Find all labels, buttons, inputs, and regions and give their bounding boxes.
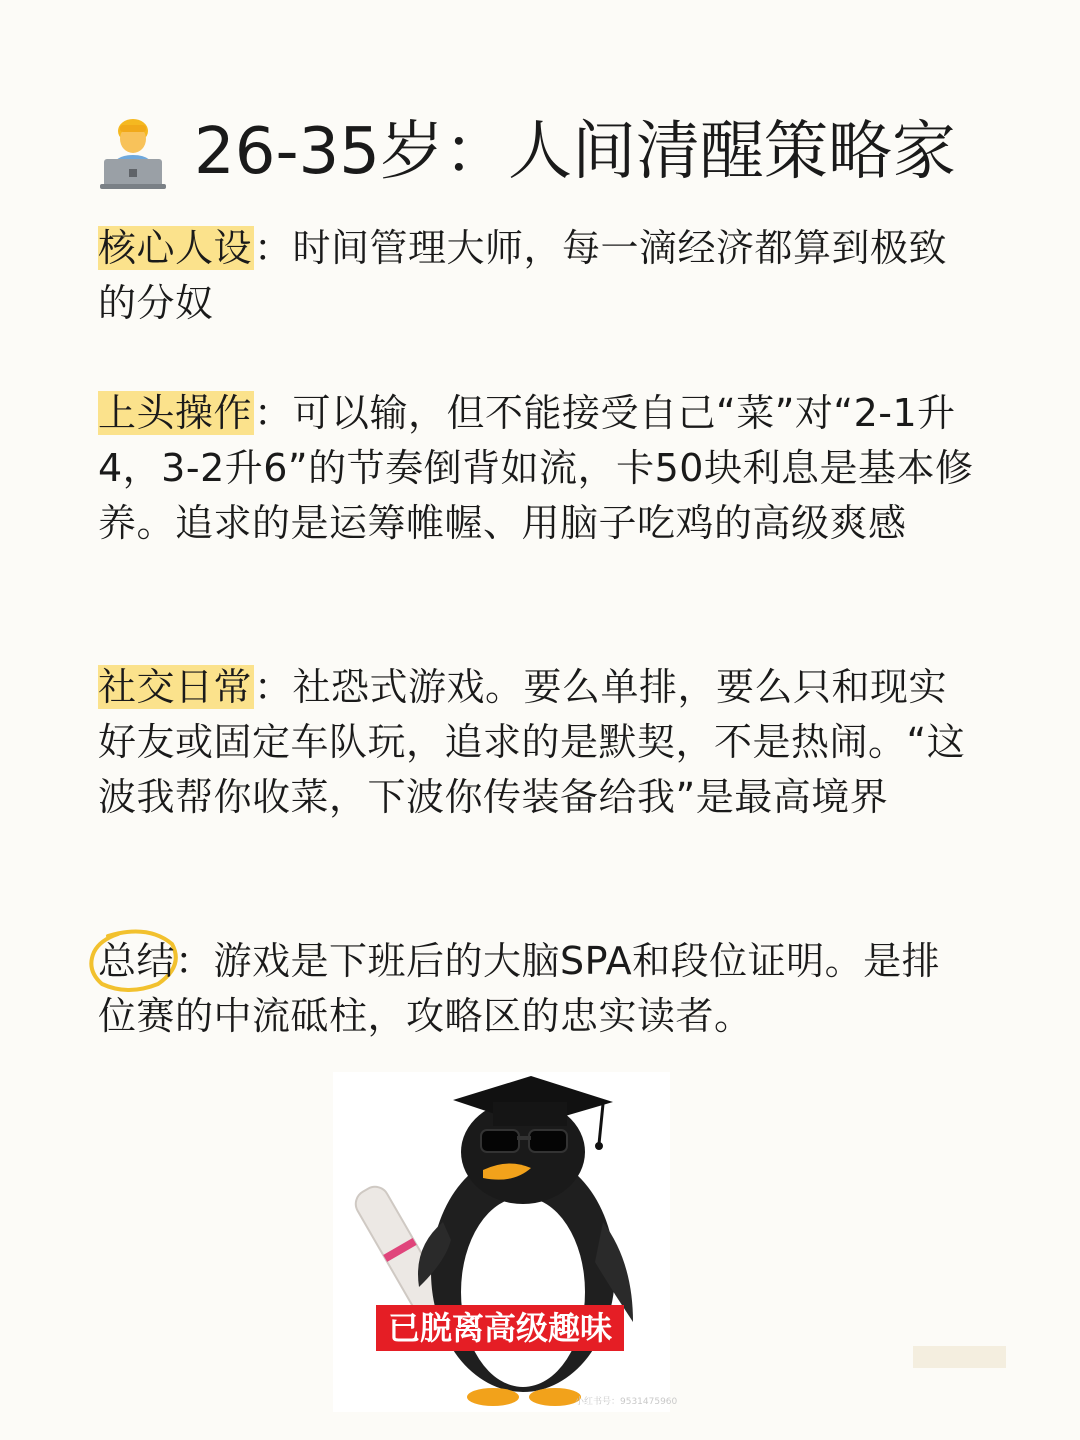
section-summary bbox=[98, 934, 978, 1044]
section-label: 上头操作 bbox=[98, 391, 253, 435]
section-text: ：游戏是下班后的大脑SPA和段位证明。是排位赛的中流砥柱，攻略区的忠实读者。 bbox=[98, 939, 941, 1038]
section-label: 总结 bbox=[98, 939, 176, 983]
section-hot-moves bbox=[98, 386, 978, 551]
section-label: 核心人设 bbox=[98, 226, 253, 270]
penguin-graduate-image bbox=[333, 1072, 670, 1412]
section-text: ：可以输，但不能接受自己“菜”对“2-1升4，3-2升6”的节奏倒背如流，卡50块利息是基本修养。追求的是运筹帷幄、用脑子吃鸡的高级爽感 bbox=[98, 391, 974, 545]
section-text: ：时间管理大师，每一滴经济都算到极致的分奴 bbox=[98, 226, 948, 325]
sticker-watermark: 小红书号：9531475960 bbox=[575, 1397, 678, 1407]
section-social-daily bbox=[98, 660, 978, 825]
page-title-text: 26-35岁：人间清醒策略家 bbox=[194, 115, 956, 189]
technologist-emoji-icon bbox=[98, 115, 168, 189]
sticker-caption: 已脱离高级趣味 bbox=[376, 1305, 624, 1351]
page-title bbox=[98, 112, 956, 192]
section-text: ：社恐式游戏。要么单排，要么只和现实好友或固定车队玩，追求的是默契，不是热闹。“这波我帮你收菜，下波你传装备给我”是最高境界 bbox=[98, 665, 966, 819]
summary-label-circled bbox=[98, 934, 175, 989]
section-label: 社交日常 bbox=[98, 665, 253, 709]
corner-decoration bbox=[913, 1346, 1006, 1368]
section-core-persona bbox=[98, 221, 978, 331]
